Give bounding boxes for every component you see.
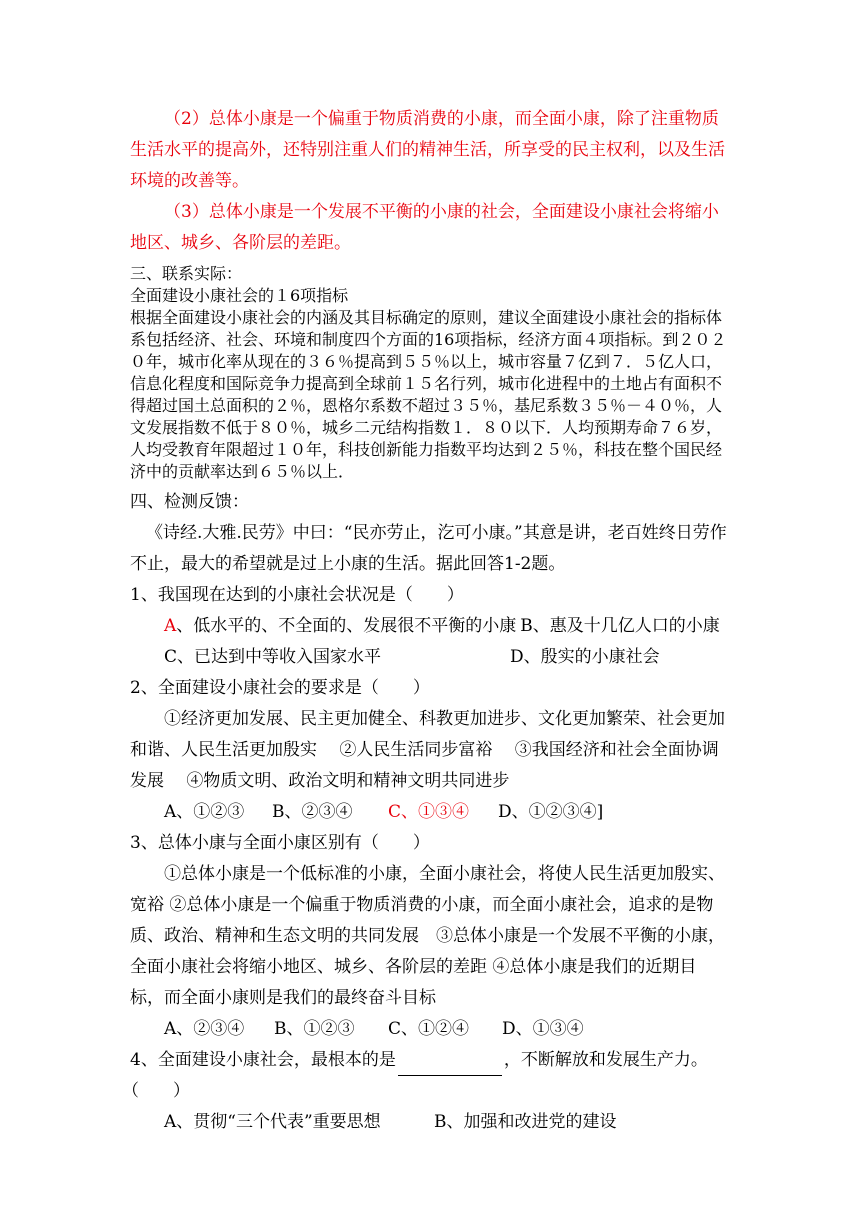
q4-option-a: A、贯彻“三个代表”重要思想: [164, 1112, 381, 1132]
q2-stem: 2、全面建设小康社会的要求是（ ）: [130, 678, 430, 698]
section4-heading: 四、检测反馈：: [130, 492, 249, 512]
q3-option-d: D、①③④: [502, 1019, 584, 1039]
q1-options-row1: [130, 611, 730, 642]
q1-option-a: 、低水平的、不全面的、发展很不平衡的小康: [176, 616, 517, 636]
q2-option-c: C、①③④: [388, 802, 470, 822]
q2-option-d: D、①②③④]: [498, 802, 604, 822]
point-3-text: （3）总体小康是一个发展不平衡的小康的社会，全面建设小康社会将缩小地区、城乡、各阶层的差距。: [130, 202, 719, 253]
q4-option-b: B、加强和改进党的建设: [434, 1112, 617, 1132]
section3-subheading: 全面建设小康社会的１6项指标: [130, 286, 349, 305]
q1-option-a-letter: A: [164, 616, 177, 636]
q4-stem: [130, 1045, 730, 1076]
document-page: [122, 104, 730, 1138]
q3-body: ①总体小康是一个低标准的小康，全面小康社会，将使人民生活更加殷实、宽裕 ②总体小康是一个偏重于物质消费的小康，而全面小康社会，追求的是物质、政治、精神和生态文明的共同发展 ③总体小康是一个发展不平衡的小康，全面小康社会将缩小地区、城乡、各阶层的差距 ④总体小康是我们的近期目标，而全面小康则是我们的最终奋斗目标: [130, 864, 725, 1008]
q4-answer-blank[interactable]: [398, 1055, 502, 1076]
q1-option-d: D、殷实的小康社会: [510, 647, 660, 667]
q1-option-b: B、惠及十几亿人口的小康: [520, 616, 720, 636]
q4-options: [130, 1107, 730, 1138]
point-2-text: （2）总体小康是一个偏重于物质消费的小康，而全面小康，除了注重物质生活水平的提高外，还特别注重人们的精神生活，所享受的民主权利，以及生活环境的改善等。: [130, 109, 725, 191]
section3-heading: 三、联系实际：: [130, 264, 243, 283]
q1-option-c: C、已达到中等收入国家水平: [164, 647, 382, 667]
q2-options: [130, 797, 730, 828]
q2-option-b: B、②③④: [272, 802, 353, 822]
q3-option-a: A、②③④: [164, 1019, 245, 1039]
q4-paren: （ ）: [122, 1081, 190, 1101]
q2-body: ①经济更加发展、民主更加健全、科教更加进步、文化更加繁荣、社会更加和谐、人民生活更加殷实 ②人民生活同步富裕 ③我国经济和社会全面协调发展 ④物质文明、政治文明和精神文明共同进步: [130, 709, 725, 791]
q2-option-a: A、①②③: [164, 802, 245, 822]
q4-stem-pre: 4、全面建设小康社会，最根本的是: [130, 1050, 396, 1070]
section4-intro: 《诗经.大雅.民劳》中曰：“民亦劳止，汔可小康。”其意是讲，老百姓终日劳作不止，最大的希望就是过上小康的生活。据此回答1-2题。: [130, 523, 727, 574]
q1-stem: 1、我国现在达到的小康社会状况是（ ）: [130, 585, 464, 605]
q3-option-c: C、①②④: [388, 1019, 470, 1039]
section3-body: 根据全面建设小康社会的内涵及其目标确定的原则，建议全面建设小康社会的指标体系包括经济、社会、环境和制度四个方面的16项指标，经济方面４项指标。到２０２０年，城市化率从现在的３６％提高到５５％以上，城市容量７亿到７．５亿人口，信息化程度和国际竞争力提高到全球前１５名行列，城市化进程中的土地占有面积不得超过国土总面积的２％，恩格尔系数不超过３５％，基尼系数３５％－４０％，人文发展指数不低于８０％，城乡二元结构指数１．８０以下．人均预期寿命７６岁，人均受教育年限超过１０年，科技创新能力指数平均达到２５％，科技在整个国民经济中的贡献率达到６５％以上．: [130, 308, 727, 481]
q3-options: [130, 1014, 730, 1045]
q3-option-b: B、①②③: [274, 1019, 355, 1039]
q4-stem-post: ，不断解放和发展生产力。: [503, 1050, 708, 1070]
q1-options-row2: [130, 642, 730, 673]
q3-stem: 3、总体小康与全面小康区别有（ ）: [130, 833, 430, 853]
